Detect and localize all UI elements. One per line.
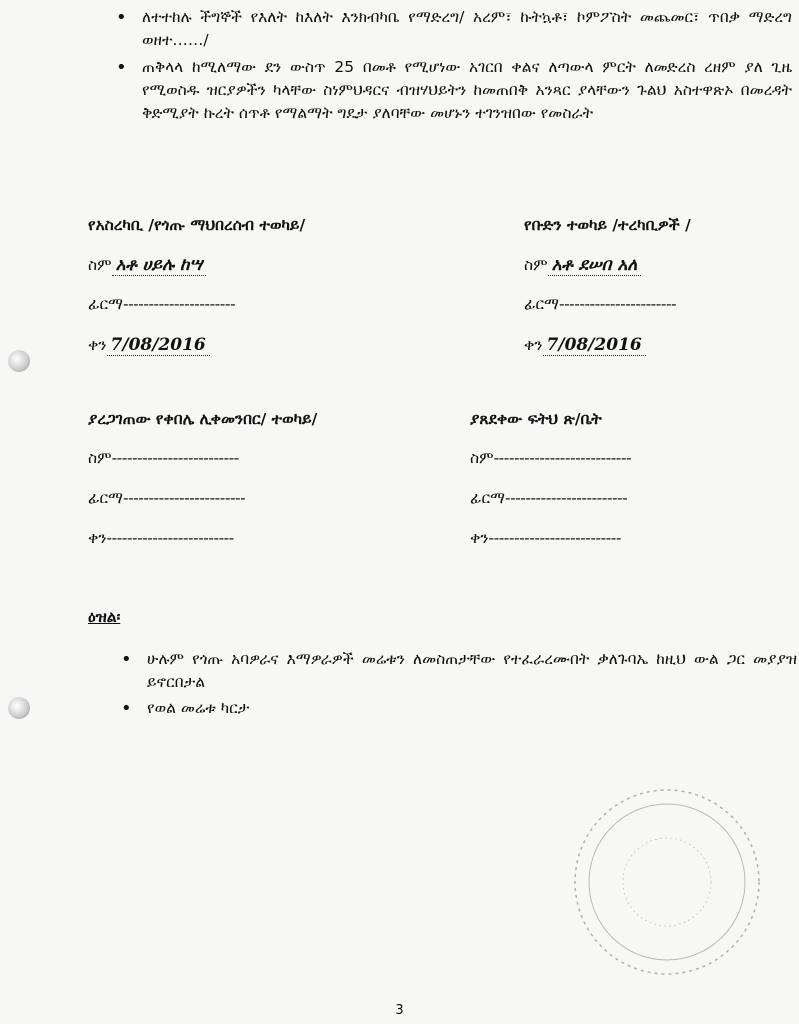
verifier-signature-block [88,410,317,569]
list-item: • ሁሉም የጎጡ አባዎራና እማዎራዎች መሬቱን ለመስጠታቸው የተፈራረሙበት ቃለጉባኤ ከዚህ ውል ጋር መያያዝ ይኖርበታል [117,648,797,694]
lessee-heading: የቡድን ተወካይ /ተረካቢዎች / [524,216,691,234]
signature-label: ፊርማ [88,489,123,507]
handwritten-name: አቶ ሀይሉ ከሣ [112,255,207,276]
date-line: ------------------------- [106,529,234,547]
signature-field [524,295,691,335]
court-signature-block [470,410,631,569]
list-item: • የወል መሬቱ ካርታ [117,697,797,720]
name-label: ስም [88,449,112,467]
list-item: • ጠቅላላ ከሚለማው ደን ውስጥ 25 በመቶ የሚሆነው አገርበ ቀልና ለጣውላ ምርት ለመድረስ ረዘም ያለ ጊዜ የሚወስዱ ዝርያዎችን ካላቸው ስነምህዳርና ብዝሃህይትን ከመጠበቅ አንጻር ያላቸውን ጉልህ አስተዋጽኦ በመረዳት ቅድሚያት ኩረት ሰጥቶ የማልማት ግዴታ ያለባቸው መሆኑን ተገንዝበው የመስራት [112,56,792,125]
date-field [88,529,317,569]
obligations-list [112,6,792,129]
signature-field [88,295,305,335]
note-list [117,648,797,723]
note-label: ዕዝል፡ [88,608,121,626]
signature-field [88,489,317,529]
date-label: ቀን [88,529,107,547]
signature-line: ------------------------ [122,489,246,507]
signature-label: ፊርማ [524,295,559,313]
date-label: ቀን [524,336,543,354]
handwritten-name: አቶ ደሠበ አለ [548,255,642,276]
faded-stamp [555,782,775,982]
date-label: ቀን [88,336,107,354]
name-label: ስም [88,256,112,274]
punch-hole [8,350,30,372]
signature-label: ፊርማ [88,295,123,313]
handwritten-date: 7/08/2016 [107,335,210,356]
lessee-signature-block [524,216,691,375]
date-field [470,529,631,569]
page-number: 3 [395,1003,404,1018]
date-field [88,335,305,375]
signature-line: ------------------------ [504,489,628,507]
signature-label: ፊርማ [470,489,505,507]
signature-field [470,489,631,529]
signature-line: ----------------------- [558,295,677,313]
lessor-signature-block [88,216,305,375]
handwritten-date: 7/08/2016 [543,335,646,356]
date-line: -------------------------- [488,529,621,547]
name-field [470,449,631,489]
signature-line: ---------------------- [122,295,236,313]
name-field [524,255,691,295]
name-label: ስም [470,449,494,467]
punch-hole [8,697,30,719]
name-line: ------------------------- [111,449,239,467]
name-label: ስም [524,256,548,274]
court-heading: ያጸደቀው ፍትህ ጽ/ቤት [470,410,602,428]
name-line: --------------------------- [493,449,632,467]
lessor-heading: የአስረካቢ /የጎጡ ማህበረሰብ ተወካይ/ [88,216,306,234]
date-label: ቀን [470,529,489,547]
list-item: • ለተተከሉ ችግኞች የእለት ከእለት እንክብካቤ የማድረግ/ አረም፣ ኩትኳቶ፣ ኮምፖስት መጨመር፣ ጥበቃ ማድረግ ወዘተ……/ [112,6,792,52]
date-field [524,335,691,375]
name-field [88,449,317,489]
name-field [88,255,305,295]
verifier-heading: ያረጋገጠው የቀበሌ ሊቀመንበር/ ተወካይ/ [88,410,318,428]
